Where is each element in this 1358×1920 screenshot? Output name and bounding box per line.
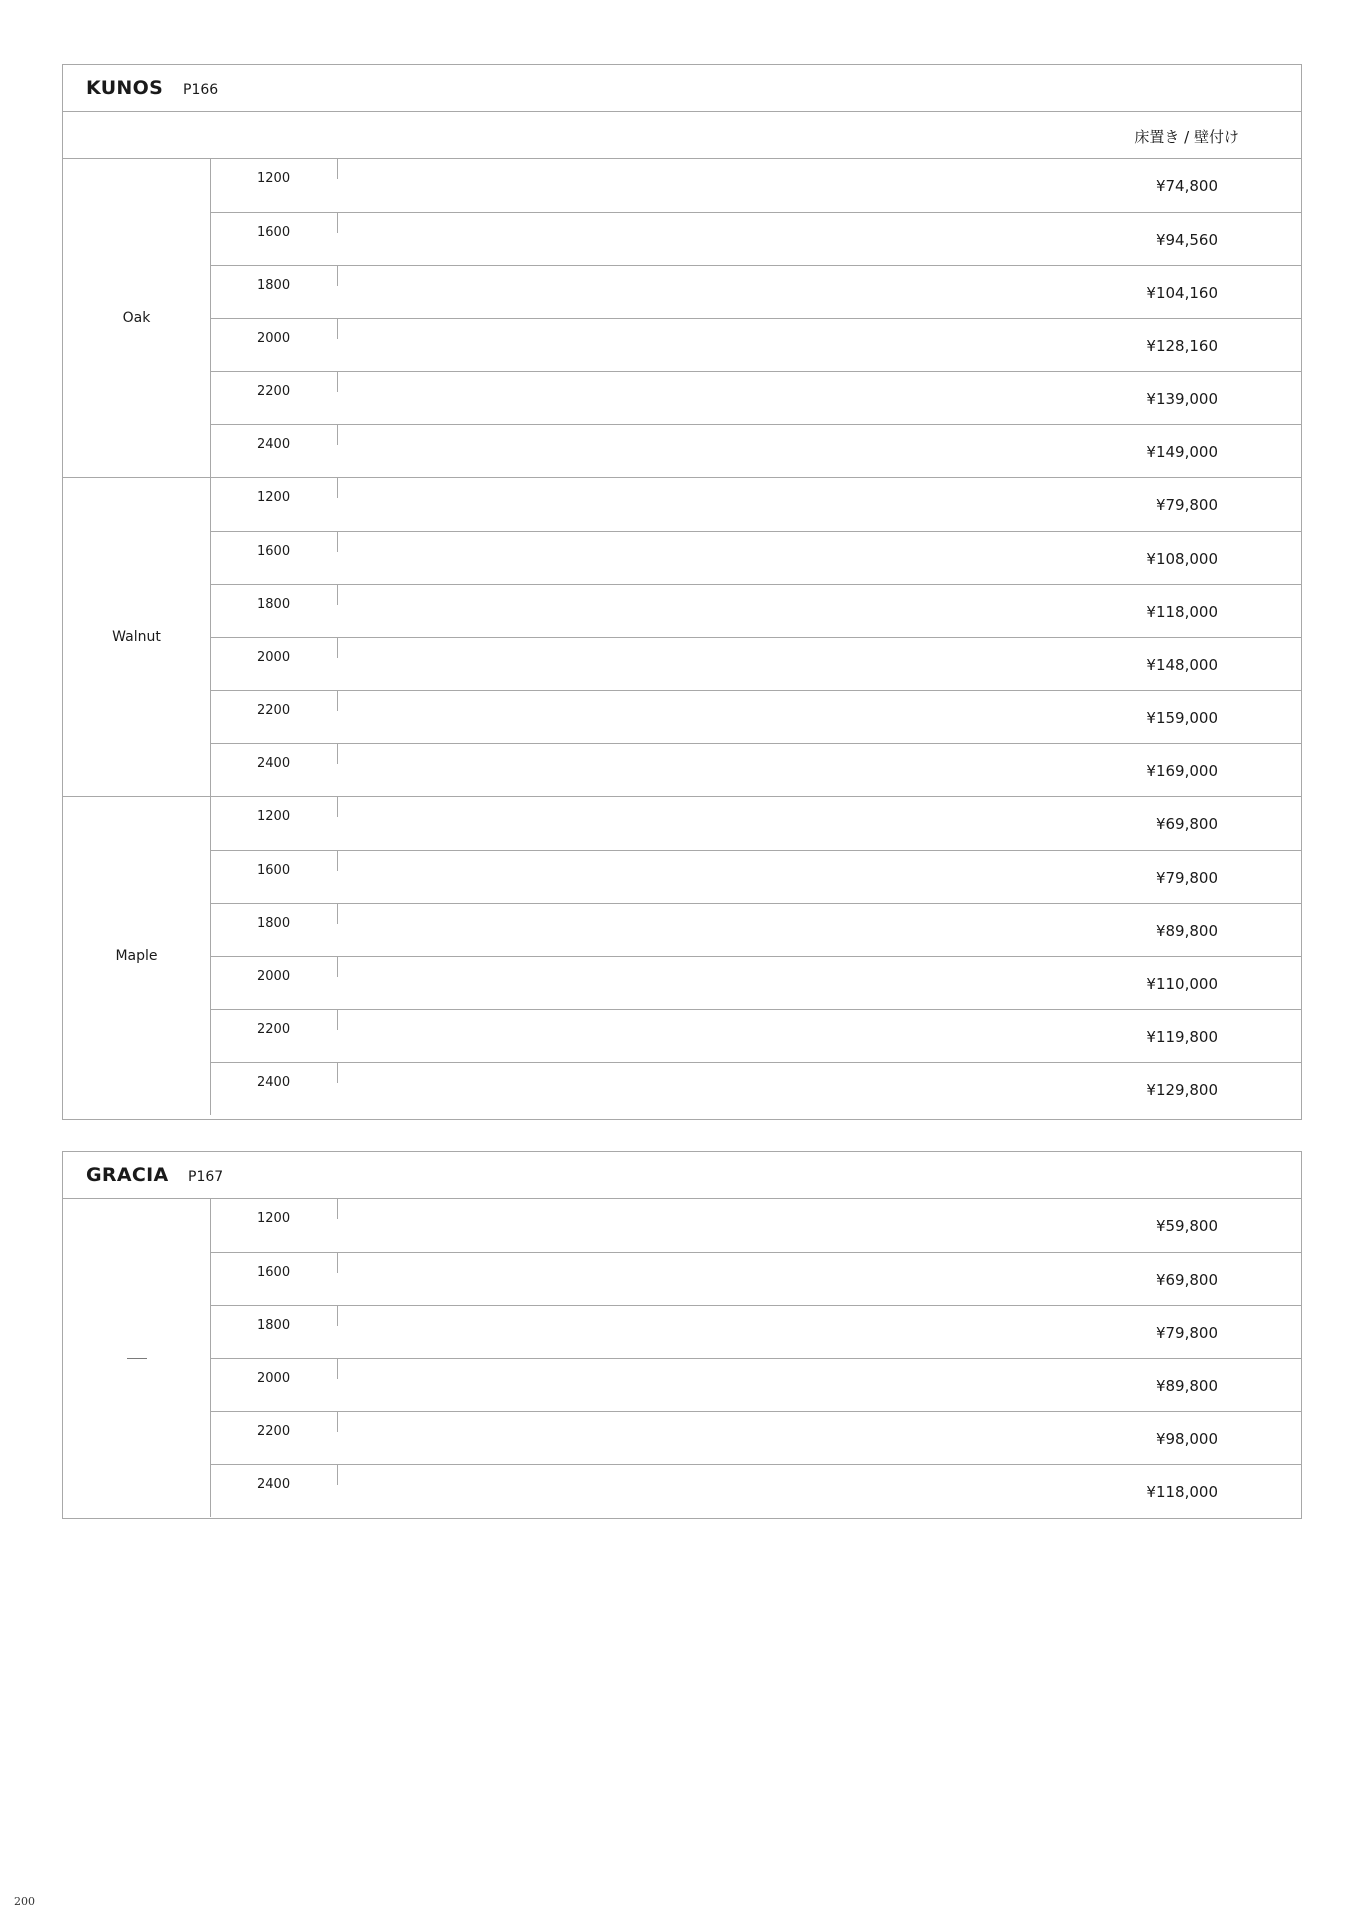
page-number: 200: [14, 1895, 35, 1908]
size-label: 2200: [257, 703, 291, 718]
size-label: 2400: [257, 756, 291, 771]
size-label: 2000: [257, 969, 291, 984]
finish-label-empty: [63, 1199, 211, 1517]
size-label: 1600: [257, 1265, 291, 1280]
price-value: ¥148,000: [1146, 656, 1218, 674]
table-row: [211, 903, 1301, 956]
column-header: 床置き / 壁付け: [1134, 128, 1239, 146]
column-header-row: [63, 112, 1301, 159]
table-row: [211, 1305, 1301, 1358]
size-label: 1200: [257, 809, 291, 824]
price-value: ¥104,160: [1146, 284, 1218, 302]
table-row: [211, 690, 1301, 743]
price-value: ¥89,800: [1155, 922, 1218, 940]
table-row: [211, 797, 1301, 850]
table-row: [211, 956, 1301, 1009]
product-name: GRACIA: [86, 1164, 169, 1186]
price-value: ¥110,000: [1146, 975, 1218, 993]
size-label: 2400: [257, 1477, 291, 1492]
price-value: ¥149,000: [1146, 443, 1218, 461]
size-label: 2000: [257, 331, 291, 346]
divider-tick: [337, 585, 338, 605]
table-row: [211, 424, 1301, 477]
divider-tick: [337, 851, 338, 871]
finish-group-maple: [63, 796, 1301, 1115]
price-value: ¥74,800: [1155, 177, 1218, 195]
gracia-title-row: [63, 1152, 1301, 1199]
price-value: ¥98,000: [1155, 1430, 1218, 1448]
divider-tick: [337, 159, 338, 179]
kunos-title-row: [63, 65, 1301, 112]
size-label: 2200: [257, 1022, 291, 1037]
size-label: 1200: [257, 490, 291, 505]
table-row: [211, 1062, 1301, 1115]
divider-tick: [337, 691, 338, 711]
price-value: ¥118,000: [1146, 1483, 1218, 1501]
finish-label: Walnut: [63, 478, 211, 796]
dash-mark: [127, 1358, 147, 1359]
table-row: [211, 318, 1301, 371]
table-row: [211, 265, 1301, 318]
divider-tick: [337, 478, 338, 498]
price-value: ¥129,800: [1146, 1081, 1218, 1099]
price-value: ¥79,800: [1155, 496, 1218, 514]
divider-tick: [337, 1010, 338, 1030]
divider-tick: [337, 1359, 338, 1379]
divider-tick: [337, 1063, 338, 1083]
divider-tick: [337, 957, 338, 977]
size-label: 1800: [257, 278, 291, 293]
table-row: [211, 850, 1301, 903]
table-row: [211, 1252, 1301, 1305]
product-name: KUNOS: [86, 77, 164, 99]
table-row: [211, 159, 1301, 212]
finish-group-oak: [63, 159, 1301, 477]
price-value: ¥118,000: [1146, 603, 1218, 621]
divider-tick: [337, 266, 338, 286]
table-row: [211, 637, 1301, 690]
price-value: ¥139,000: [1146, 390, 1218, 408]
price-value: ¥79,800: [1155, 1324, 1218, 1342]
price-value: ¥159,000: [1146, 709, 1218, 727]
size-label: 1600: [257, 225, 291, 240]
divider-tick: [337, 319, 338, 339]
divider-tick: [337, 1199, 338, 1219]
size-label: 2400: [257, 437, 291, 452]
divider-tick: [337, 797, 338, 817]
table-row: [211, 1358, 1301, 1411]
size-label: 2200: [257, 384, 291, 399]
table-row: [211, 1009, 1301, 1062]
gracia-price-table: [62, 1151, 1302, 1519]
table-row: [211, 531, 1301, 584]
price-value: ¥69,800: [1155, 1271, 1218, 1289]
divider-tick: [337, 1253, 338, 1273]
table-row: [211, 743, 1301, 796]
table-row: [211, 371, 1301, 424]
size-label: 1800: [257, 1318, 291, 1333]
finish-label: Maple: [63, 797, 211, 1115]
finish-group-none: [63, 1199, 1301, 1517]
divider-tick: [337, 1306, 338, 1326]
price-value: ¥89,800: [1155, 1377, 1218, 1395]
size-label: 1200: [257, 171, 291, 186]
price-value: ¥94,560: [1155, 231, 1218, 249]
size-label: 2000: [257, 650, 291, 665]
size-label: 1600: [257, 544, 291, 559]
divider-tick: [337, 1412, 338, 1432]
size-label: 2200: [257, 1424, 291, 1439]
table-row: [211, 212, 1301, 265]
finish-group-walnut: [63, 477, 1301, 796]
size-label: 1800: [257, 916, 291, 931]
price-value: ¥79,800: [1155, 869, 1218, 887]
price-value: ¥59,800: [1155, 1217, 1218, 1235]
page-reference: P167: [188, 1169, 224, 1185]
divider-tick: [337, 1465, 338, 1485]
price-value: ¥69,800: [1155, 815, 1218, 833]
table-row: [211, 1411, 1301, 1464]
divider-tick: [337, 532, 338, 552]
price-value: ¥169,000: [1146, 762, 1218, 780]
size-label: 1600: [257, 863, 291, 878]
divider-tick: [337, 425, 338, 445]
price-value: ¥119,800: [1146, 1028, 1218, 1046]
kunos-price-table: [62, 64, 1302, 1120]
size-label: 1200: [257, 1211, 291, 1226]
size-label: 1800: [257, 597, 291, 612]
size-label: 2000: [257, 1371, 291, 1386]
size-label: 2400: [257, 1075, 291, 1090]
divider-tick: [337, 638, 338, 658]
divider-tick: [337, 213, 338, 233]
divider-tick: [337, 744, 338, 764]
table-row: [211, 478, 1301, 531]
table-row: [211, 1464, 1301, 1517]
price-value: ¥108,000: [1146, 550, 1218, 568]
price-value: ¥128,160: [1146, 337, 1218, 355]
divider-tick: [337, 372, 338, 392]
table-row: [211, 584, 1301, 637]
finish-label: Oak: [63, 159, 211, 477]
divider-tick: [337, 904, 338, 924]
table-row: [211, 1199, 1301, 1252]
page-reference: P166: [183, 82, 219, 98]
